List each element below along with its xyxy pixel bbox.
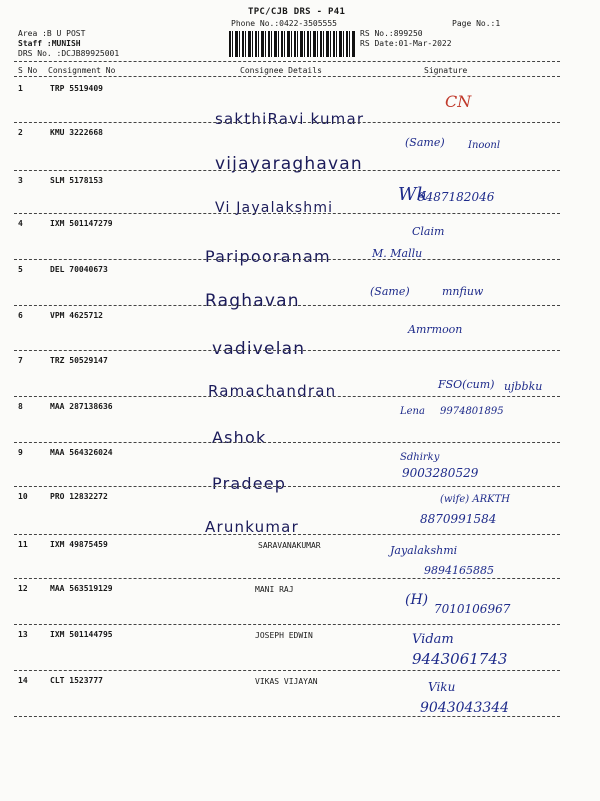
row-signature: FSO(cum): [438, 378, 495, 391]
row-consignment-number: DEL 70040673: [50, 265, 108, 274]
rs-number: RS No.:899250: [360, 29, 423, 38]
row-consignee-handwritten: vadivelan: [212, 339, 306, 359]
row-divider: [14, 716, 560, 717]
row-sno: 8: [18, 402, 23, 411]
row-consignment-number: MAA 563519129: [50, 584, 113, 593]
row-divider: [14, 670, 560, 671]
row-consignment-number: IXM 501144795: [50, 630, 113, 639]
area-label: Area :B U POST: [18, 29, 86, 38]
row-signature: Amrmoon: [408, 323, 463, 336]
row-signature: Viku: [428, 680, 456, 694]
row-signature: Vidam: [412, 632, 454, 647]
row-consignment-number: IXM 49875459: [50, 540, 108, 549]
column-signature: Signature: [424, 66, 468, 75]
row-signature-phone: ujbbku: [504, 380, 543, 393]
row-signature: (wife) ARKTH: [440, 494, 510, 505]
row-signature-phone: 9487182046: [418, 190, 495, 204]
page-number: Page No.:1: [452, 19, 501, 28]
row-consignee-handwritten: Paripooranam: [205, 247, 331, 266]
row-divider: [14, 442, 560, 443]
row-divider: [14, 396, 560, 397]
column-consignee: Consignee Details: [240, 66, 322, 75]
row-divider: [14, 486, 560, 487]
row-signature-phone: Inoonl: [468, 140, 501, 151]
row-consignment-number: PRO 12832272: [50, 492, 108, 501]
row-sno: 2: [18, 128, 23, 137]
row-signature-phone: 9003280529: [402, 466, 479, 480]
row-signature-phone: 9043043344: [420, 700, 510, 716]
row-divider: [14, 122, 560, 123]
row-sno: 3: [18, 176, 23, 185]
row-sno: 11: [18, 540, 28, 549]
drs-number: DRS No. :DCJB89925001: [18, 49, 120, 58]
row-sno: 14: [18, 676, 28, 685]
row-divider: [14, 305, 560, 306]
phone-number: Phone No.:0422-3505555: [231, 19, 337, 28]
row-divider: [14, 578, 560, 579]
row-consignee-name: SARAVANAKUMAR: [258, 541, 321, 550]
row-sno: 5: [18, 265, 23, 274]
row-consignment-number: VPM 4625712: [50, 311, 103, 320]
row-signature: (Same): [405, 136, 445, 149]
row-divider: [14, 350, 560, 351]
row-divider: [14, 624, 560, 625]
row-consignee-handwritten: Ramachandran: [208, 382, 337, 400]
row-sno: 13: [18, 630, 28, 639]
row-consignee-handwritten: Vi Jayalakshmi: [215, 200, 334, 216]
row-divider: [14, 213, 560, 214]
rs-date: RS Date:01-Mar-2022: [360, 39, 452, 48]
row-consignment-number: SLM 5178153: [50, 176, 103, 185]
row-consignee-handwritten: Pradeep: [212, 474, 287, 493]
row-consignee-name: VIKAS VIJAYAN: [255, 677, 318, 686]
row-signature: (H): [405, 592, 429, 608]
row-signature: Wk: [398, 184, 428, 205]
row-consignment-number: TRZ 50529147: [50, 356, 108, 365]
row-signature: Sdhirky: [400, 452, 440, 463]
row-consignment-number: MAA 287138636: [50, 402, 113, 411]
row-signature-phone: M. Mallu: [372, 247, 423, 260]
column-sno: S No: [18, 66, 38, 75]
column-divider: [14, 76, 560, 77]
row-consignment-number: CLT 1523777: [50, 676, 103, 685]
row-consignee-handwritten: sakthiRavi kumar: [215, 110, 365, 128]
header-divider: [14, 61, 560, 62]
row-sno: 7: [18, 356, 23, 365]
row-consignee-name: JOSEPH EDWIN: [255, 631, 313, 640]
row-signature-phone: 9443061743: [412, 650, 508, 668]
row-sno: 12: [18, 584, 28, 593]
row-signature: Claim: [412, 225, 445, 238]
staff-label: Staff :MUNISH: [18, 39, 81, 48]
row-signature: CN: [445, 92, 472, 111]
row-signature-phone: 8870991584: [420, 512, 497, 526]
row-divider: [14, 534, 560, 535]
row-consignment-number: TRP 5519409: [50, 84, 103, 93]
row-divider: [14, 259, 560, 260]
row-signature-phone: mnfiuw: [442, 285, 484, 298]
row-sno: 10: [18, 492, 28, 501]
row-consignment-number: IXM 501147279: [50, 219, 113, 228]
row-sno: 9: [18, 448, 23, 457]
row-sno: 1: [18, 84, 23, 93]
row-consignment-number: MAA 564326024: [50, 448, 113, 457]
row-consignee-handwritten: Arunkumar: [205, 518, 299, 536]
row-signature-phone: 9974801895: [440, 406, 504, 417]
row-signature: (Same): [370, 285, 410, 298]
row-consignment-number: KMU 3222668: [50, 128, 103, 137]
barcode-image: [229, 31, 355, 57]
row-consignee-handwritten: Ashok: [212, 428, 267, 447]
row-consignee-name: MANI RAJ: [255, 585, 294, 594]
document-title: TPC/CJB DRS - P41: [248, 7, 346, 17]
row-signature: Lena: [400, 406, 425, 417]
row-divider: [14, 170, 560, 171]
row-signature: Jayalakshmi: [390, 544, 458, 557]
row-sno: 6: [18, 311, 23, 320]
row-signature-phone: 7010106967: [434, 602, 511, 616]
column-consignment: Consignment No: [48, 66, 116, 75]
row-signature-phone: 9894165885: [424, 564, 494, 577]
row-sno: 4: [18, 219, 23, 228]
row-consignee-handwritten: Raghavan: [205, 291, 300, 311]
row-consignee-handwritten: vijayaraghavan: [215, 154, 363, 174]
